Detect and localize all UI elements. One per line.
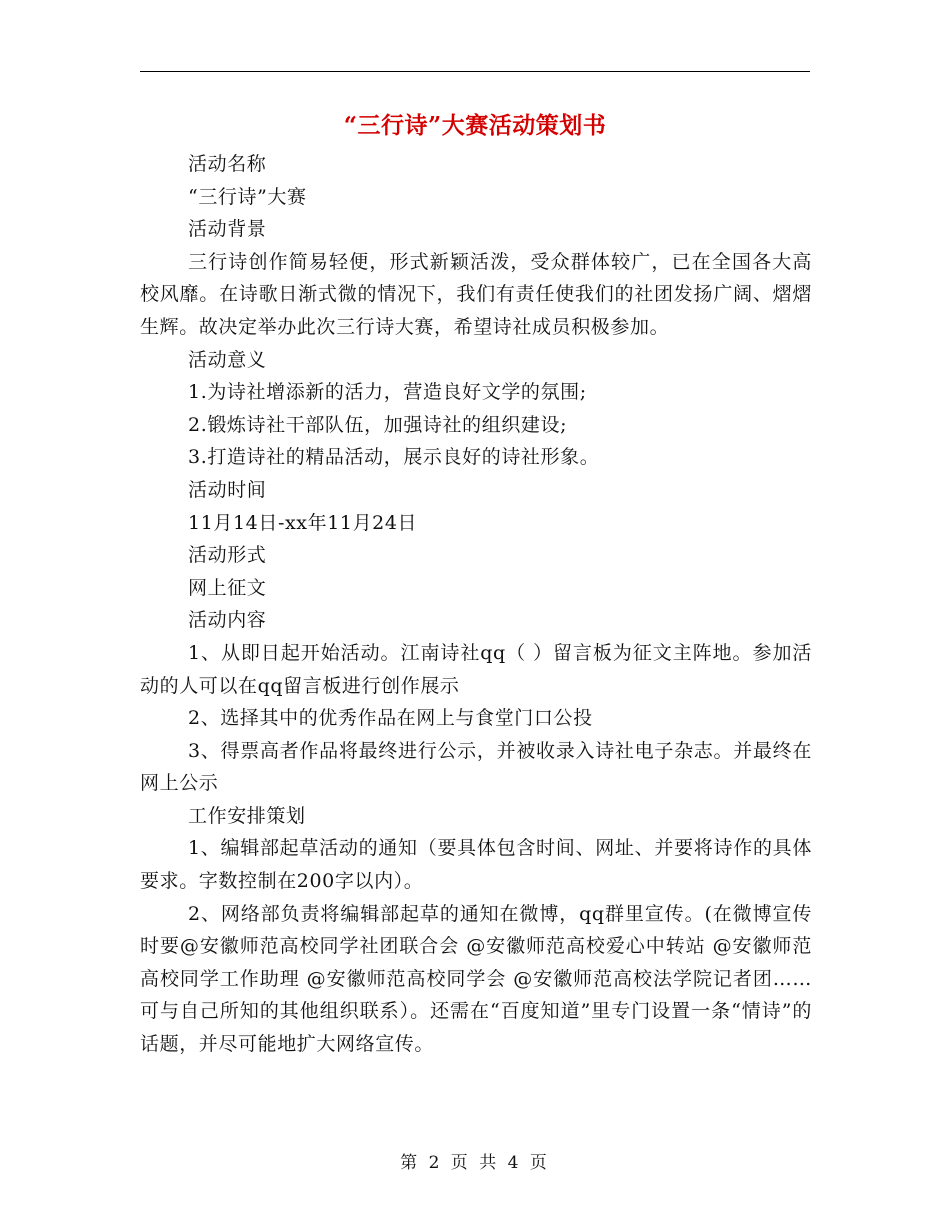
paragraph: 活动形式 xyxy=(188,544,267,567)
document-body xyxy=(140,148,812,1061)
paragraph: 3.打造诗社的精品活动，展示良好的诗社形象。 xyxy=(188,446,600,469)
paragraph: 2、网络部负责将编辑部起草的通知在微博，qq群里宣传。(在微博宣传时要@安徽师范高校同学社团联合会 @安徽师范高校爱心中转站 @安徽师范高校同学工作助理 @安徽师范高校同学会 @安徽师范高校法学院记者团……可与自己所知的其他组织联系）。还需在“百度知道”里专门设置一条“情诗”的话题，并尽可能地扩大网络宣传。 xyxy=(140,902,812,1056)
paragraph: “三行诗”大赛 xyxy=(188,185,307,208)
paragraph: 活动背景 xyxy=(188,218,267,241)
paragraph: 活动时间 xyxy=(188,478,267,501)
paragraph: 活动名称 xyxy=(188,153,267,175)
paragraph: 活动意义 xyxy=(188,348,267,371)
paragraph: 工作安排策划 xyxy=(188,804,306,827)
paragraph: 1、从即日起开始活动。江南诗社qq（ ）留言板为征文主阵地。参加活动的人可以在qq留言板进行创作展示 xyxy=(140,641,812,697)
paragraph: 三行诗创作简易轻便，形式新颖活泼，受众群体较广，已在全国各大高校风靡。在诗歌日渐式微的情况下，我们有责任使我们的社团发扬广阔、熠熠生辉。故决定举办此次三行诗大赛，希望诗社成员积极参加。 xyxy=(140,250,812,338)
paragraph: 11月14日-xx年11月24日 xyxy=(188,511,418,534)
paragraph: 2、选择其中的优秀作品在网上与食堂门口公投 xyxy=(188,707,593,730)
paragraph: 3、得票高者作品将最终进行公示，并被收录入诗社电子杂志。并最终在网上公示 xyxy=(140,739,812,795)
paragraph: 2.锻炼诗社干部队伍，加强诗社的组织建设; xyxy=(188,413,568,436)
paragraph: 1、编辑部起草活动的通知（要具体包含时间、网址、并要将诗作的具体要求。字数控制在200字以内）。 xyxy=(140,837,812,893)
page-number-footer: 第 2 页 共 4 页 xyxy=(400,1153,550,1173)
paragraph: 活动内容 xyxy=(188,609,267,632)
paragraph: 1.为诗社增添新的活力，营造良好文学的氛围; xyxy=(188,381,587,404)
paragraph: 网上征文 xyxy=(188,576,267,599)
document-title: “三行诗”大赛活动策划书 xyxy=(343,112,607,139)
header-rule xyxy=(140,71,810,72)
